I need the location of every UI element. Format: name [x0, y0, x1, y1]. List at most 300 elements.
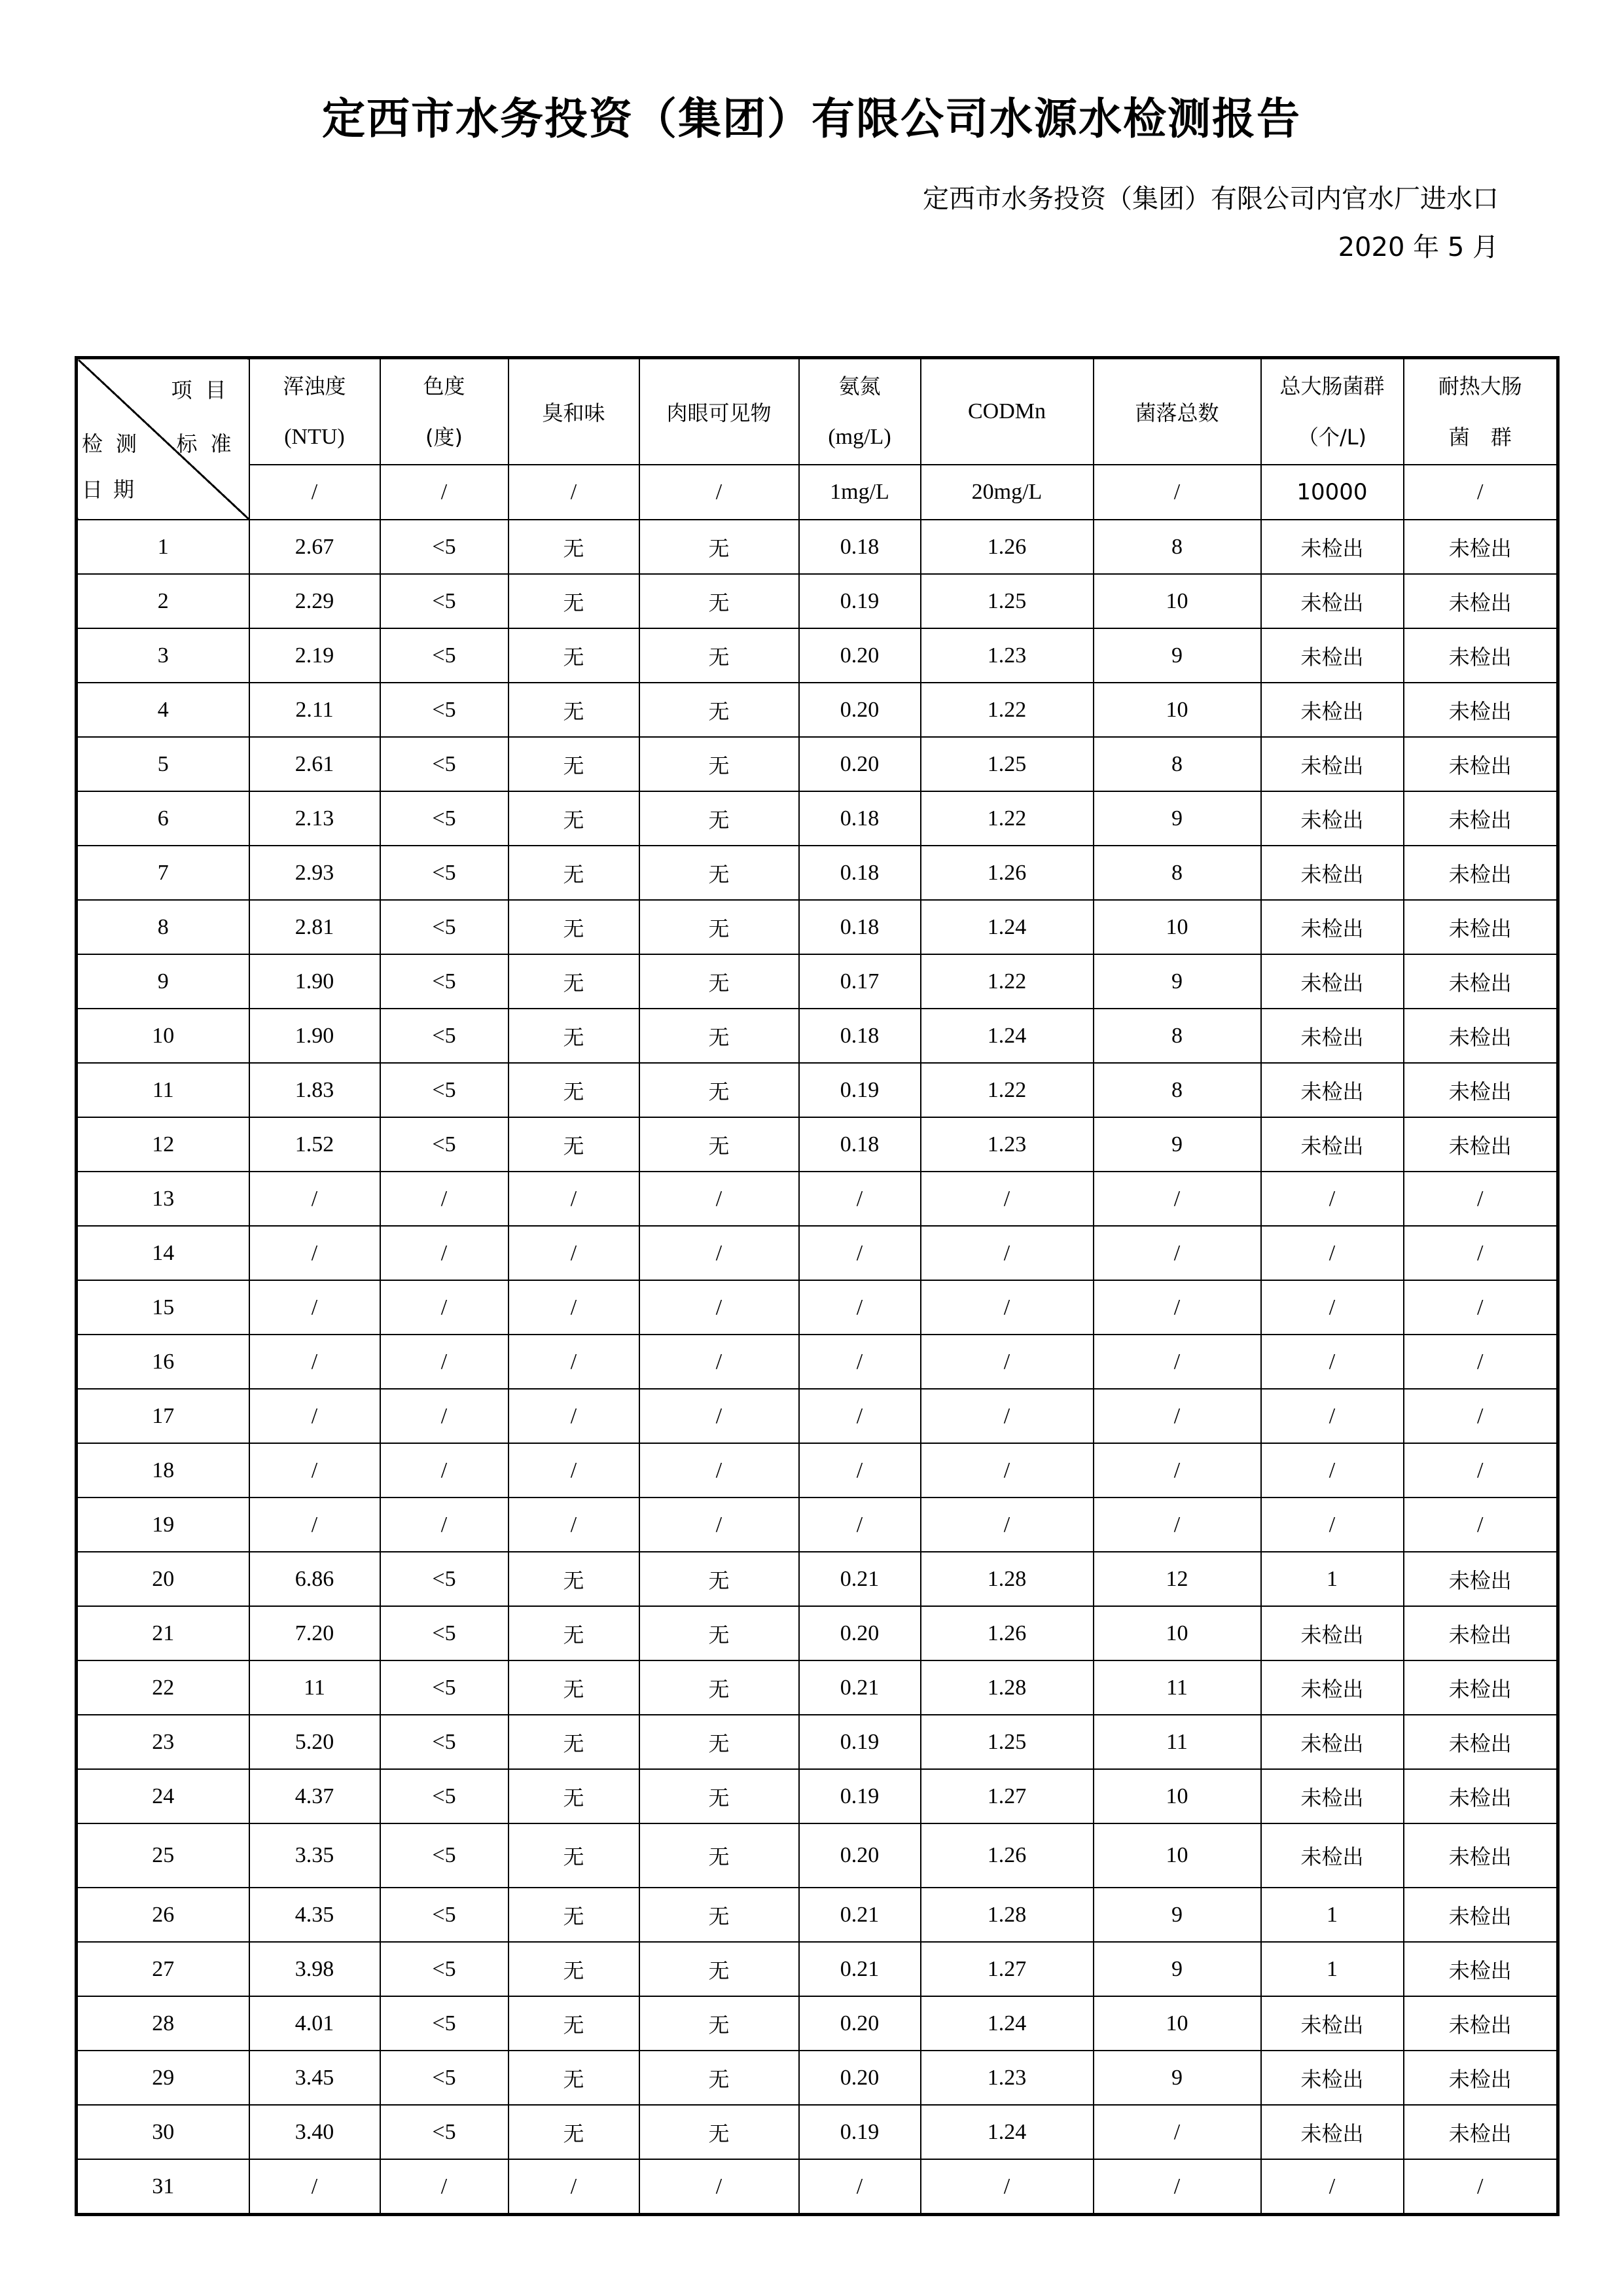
table-row [77, 791, 1558, 846]
value-cell: 7.20 [249, 1606, 380, 1660]
standard-cell: / [639, 465, 799, 520]
value-cell: 10 [1094, 1769, 1261, 1823]
value-cell: / [508, 1498, 639, 1552]
date-cell: 7 [77, 846, 249, 900]
value-cell: / [1404, 1172, 1558, 1226]
value-cell: / [1261, 1226, 1404, 1280]
value-cell: 8 [1094, 737, 1261, 791]
diag-standard-left: 检测 [82, 431, 151, 456]
value-cell: 9 [1094, 791, 1261, 846]
value-cell: / [1261, 1389, 1404, 1443]
value-cell: 无 [508, 1063, 639, 1117]
value-cell: 4.37 [249, 1769, 380, 1823]
date-cell: 12 [77, 1117, 249, 1172]
value-cell: 无 [508, 683, 639, 737]
value-cell: / [1261, 1280, 1404, 1335]
value-cell: 11 [1094, 1660, 1261, 1715]
value-cell: 0.19 [799, 574, 921, 628]
value-cell: 1.23 [921, 2051, 1094, 2105]
col-thermo-name-1: 耐热大肠 [1438, 374, 1522, 399]
value-cell: 未检出 [1404, 900, 1558, 954]
value-cell: 未检出 [1261, 520, 1404, 574]
value-cell: 1.23 [921, 1117, 1094, 1172]
value-cell: 1.23 [921, 628, 1094, 683]
value-cell: 0.19 [799, 1769, 921, 1823]
value-cell: 0.18 [799, 900, 921, 954]
date-cell: 21 [77, 1606, 249, 1660]
value-cell: 0.18 [799, 1117, 921, 1172]
value-cell: / [1404, 1335, 1558, 1389]
col-color [380, 358, 508, 465]
diag-item-label: 项目 [171, 378, 240, 403]
value-cell: <5 [380, 1715, 508, 1769]
diagonal-header-cell [77, 358, 249, 520]
value-cell: 无 [639, 2105, 799, 2159]
value-cell: 未检出 [1261, 1606, 1404, 1660]
standard-cell: / [1094, 465, 1261, 520]
value-cell: / [921, 1498, 1094, 1552]
value-cell: <5 [380, 574, 508, 628]
value-cell: 1.24 [921, 1009, 1094, 1063]
value-cell: <5 [380, 1660, 508, 1715]
value-cell: 未检出 [1404, 2105, 1558, 2159]
value-cell: <5 [380, 683, 508, 737]
value-cell: / [380, 1226, 508, 1280]
value-cell: / [921, 1280, 1094, 1335]
value-cell: 未检出 [1261, 737, 1404, 791]
value-cell: / [249, 1172, 380, 1226]
date-cell: 29 [77, 2051, 249, 2105]
date-cell: 11 [77, 1063, 249, 1117]
value-cell: <5 [380, 520, 508, 574]
value-cell: 无 [639, 1063, 799, 1117]
value-cell: 11 [1094, 1715, 1261, 1769]
value-cell: 未检出 [1404, 846, 1558, 900]
col-thermo-name-2: 菌 群 [1448, 425, 1512, 450]
value-cell: 无 [508, 954, 639, 1009]
value-cell: 0.18 [799, 846, 921, 900]
value-cell: 无 [508, 791, 639, 846]
value-cell: 未检出 [1404, 1888, 1558, 1942]
value-cell: / [380, 1498, 508, 1552]
value-cell: 1.27 [921, 1942, 1094, 1996]
value-cell: 0.20 [799, 1823, 921, 1888]
value-cell: 无 [508, 1117, 639, 1172]
col-color-unit: (度) [425, 425, 463, 450]
date-cell: 14 [77, 1226, 249, 1280]
date-cell: 15 [77, 1280, 249, 1335]
value-cell: / [639, 1172, 799, 1226]
value-cell: 0.20 [799, 628, 921, 683]
value-cell: 0.18 [799, 1009, 921, 1063]
value-cell: / [380, 1443, 508, 1498]
value-cell: / [1094, 2159, 1261, 2215]
value-cell: / [799, 1335, 921, 1389]
value-cell: 10 [1094, 900, 1261, 954]
value-cell: / [1261, 1335, 1404, 1389]
value-cell: <5 [380, 2051, 508, 2105]
value-cell: 1.24 [921, 1996, 1094, 2051]
value-cell: 1.22 [921, 1063, 1094, 1117]
value-cell: / [639, 1226, 799, 1280]
value-cell: / [380, 1280, 508, 1335]
value-cell: / [1404, 1389, 1558, 1443]
table-row [77, 1335, 1558, 1389]
value-cell: 无 [508, 1660, 639, 1715]
value-cell: 未检出 [1261, 1660, 1404, 1715]
table-row [77, 846, 1558, 900]
report-date: 2020 年 5 月 [1338, 232, 1499, 262]
table-row [77, 900, 1558, 954]
value-cell: 未检出 [1261, 2105, 1404, 2159]
date-cell: 24 [77, 1769, 249, 1823]
table-row [77, 1226, 1558, 1280]
standard-cell: / [1404, 465, 1558, 520]
value-cell: 1.83 [249, 1063, 380, 1117]
value-cell: 8 [1094, 520, 1261, 574]
value-cell: 未检出 [1404, 1942, 1558, 1996]
value-cell: 无 [508, 628, 639, 683]
value-cell: 2.11 [249, 683, 380, 737]
value-cell: 无 [639, 628, 799, 683]
diag-standard-right: 标准 [176, 431, 245, 456]
value-cell: / [1404, 1443, 1558, 1498]
value-cell: / [249, 1335, 380, 1389]
standard-cell: 20mg/L [921, 465, 1094, 520]
value-cell: / [380, 2159, 508, 2215]
value-cell: 未检出 [1261, 574, 1404, 628]
value-cell: 1.22 [921, 683, 1094, 737]
value-cell: 1.28 [921, 1552, 1094, 1606]
standards-row [77, 465, 1558, 520]
date-cell: 20 [77, 1552, 249, 1606]
value-cell: 未检出 [1404, 1552, 1558, 1606]
value-cell: 2.67 [249, 520, 380, 574]
date-cell: 1 [77, 520, 249, 574]
standard-cell: / [380, 465, 508, 520]
value-cell: 未检出 [1404, 2051, 1558, 2105]
col-turbidity [249, 358, 380, 465]
value-cell: 1.25 [921, 1715, 1094, 1769]
value-cell: 12 [1094, 1552, 1261, 1606]
value-cell: 6.86 [249, 1552, 380, 1606]
value-cell: 9 [1094, 954, 1261, 1009]
col-ammonia-unit: (mg/L) [828, 425, 891, 449]
value-cell: / [639, 1498, 799, 1552]
value-cell: / [1094, 1226, 1261, 1280]
value-cell: 2.13 [249, 791, 380, 846]
value-cell: / [921, 1389, 1094, 1443]
value-cell: 无 [639, 791, 799, 846]
value-cell: / [799, 1389, 921, 1443]
value-cell: / [639, 1335, 799, 1389]
value-cell: <5 [380, 1063, 508, 1117]
value-cell: 3.35 [249, 1823, 380, 1888]
value-cell: 无 [639, 1996, 799, 2051]
value-cell: 0.21 [799, 1942, 921, 1996]
value-cell: <5 [380, 1769, 508, 1823]
value-cell: 1.22 [921, 791, 1094, 846]
value-cell: 0.20 [799, 683, 921, 737]
value-cell: 4.35 [249, 1888, 380, 1942]
date-cell: 31 [77, 2159, 249, 2215]
standard-cell: / [508, 465, 639, 520]
value-cell: 未检出 [1261, 683, 1404, 737]
value-cell: 9 [1094, 2051, 1261, 2105]
value-cell: / [1404, 1280, 1558, 1335]
value-cell: 未检出 [1261, 1823, 1404, 1888]
value-cell: 10 [1094, 1996, 1261, 2051]
date-cell: 13 [77, 1172, 249, 1226]
col-color-name: 色度 [423, 374, 465, 399]
table-row [77, 1660, 1558, 1715]
value-cell: <5 [380, 1823, 508, 1888]
value-cell: 0.17 [799, 954, 921, 1009]
value-cell: 未检出 [1404, 737, 1558, 791]
value-cell: / [1094, 1172, 1261, 1226]
col-odor: 臭和味 [508, 358, 639, 465]
value-cell: 无 [639, 900, 799, 954]
header-row [77, 358, 1558, 465]
value-cell: / [249, 1498, 380, 1552]
value-cell: 8 [1094, 1009, 1261, 1063]
value-cell: <5 [380, 1888, 508, 1942]
value-cell: / [639, 2159, 799, 2215]
table-row [77, 574, 1558, 628]
value-cell: 0.20 [799, 1606, 921, 1660]
value-cell: / [1094, 1389, 1261, 1443]
value-cell: 未检出 [1404, 954, 1558, 1009]
value-cell: 1.25 [921, 737, 1094, 791]
value-cell: 4.01 [249, 1996, 380, 2051]
date-cell: 3 [77, 628, 249, 683]
date-cell: 22 [77, 1660, 249, 1715]
value-cell: 未检出 [1404, 628, 1558, 683]
value-cell: 5.20 [249, 1715, 380, 1769]
value-cell: / [1261, 1172, 1404, 1226]
value-cell: 未检出 [1404, 1715, 1558, 1769]
value-cell: 1.90 [249, 954, 380, 1009]
report-title: 定西市水务投资（集团）有限公司水源水检测报告 [322, 94, 1301, 144]
value-cell: 无 [639, 574, 799, 628]
value-cell: 0.20 [799, 737, 921, 791]
value-cell: 无 [508, 2051, 639, 2105]
date-cell: 19 [77, 1498, 249, 1552]
value-cell: 未检出 [1404, 1996, 1558, 2051]
value-cell: 未检出 [1404, 1063, 1558, 1117]
value-cell: 未检出 [1261, 1117, 1404, 1172]
value-cell: 10 [1094, 1606, 1261, 1660]
value-cell: 10 [1094, 574, 1261, 628]
value-cell: / [508, 1172, 639, 1226]
value-cell: 无 [508, 1823, 639, 1888]
value-cell: / [249, 1443, 380, 1498]
value-cell: / [1094, 1335, 1261, 1389]
value-cell: 2.19 [249, 628, 380, 683]
value-cell: / [508, 1335, 639, 1389]
value-cell: <5 [380, 846, 508, 900]
value-cell: / [249, 2159, 380, 2215]
value-cell: 未检出 [1404, 1606, 1558, 1660]
date-cell: 16 [77, 1335, 249, 1389]
date-cell: 10 [77, 1009, 249, 1063]
value-cell: 无 [508, 846, 639, 900]
value-cell: 0.19 [799, 1063, 921, 1117]
value-cell: / [921, 2159, 1094, 2215]
value-cell: 11 [249, 1660, 380, 1715]
table-row [77, 2159, 1558, 2215]
date-cell: 23 [77, 1715, 249, 1769]
value-cell: 0.21 [799, 1888, 921, 1942]
table-row [77, 520, 1558, 574]
value-cell: 无 [639, 1552, 799, 1606]
value-cell: 1 [1261, 1942, 1404, 1996]
value-cell: 9 [1094, 628, 1261, 683]
value-cell: 未检出 [1261, 1009, 1404, 1063]
table-row [77, 737, 1558, 791]
value-cell: 未检出 [1404, 1769, 1558, 1823]
value-cell: 1.24 [921, 900, 1094, 954]
value-cell: 1.24 [921, 2105, 1094, 2159]
value-cell: 0.18 [799, 520, 921, 574]
value-cell: 10 [1094, 1823, 1261, 1888]
value-cell: 2.81 [249, 900, 380, 954]
value-cell: 未检出 [1404, 1660, 1558, 1715]
value-cell: / [1094, 1280, 1261, 1335]
value-cell: 无 [508, 1769, 639, 1823]
value-cell: 无 [639, 1660, 799, 1715]
value-cell: 9 [1094, 1888, 1261, 1942]
value-cell: 1.27 [921, 1769, 1094, 1823]
value-cell: 无 [508, 1715, 639, 1769]
value-cell: 未检出 [1261, 1996, 1404, 2051]
value-cell: 未检出 [1404, 520, 1558, 574]
value-cell: / [1094, 1498, 1261, 1552]
value-cell: / [508, 2159, 639, 2215]
col-colony: 菌落总数 [1094, 358, 1261, 465]
standard-cell: / [249, 465, 380, 520]
col-turbidity-name: 浑浊度 [283, 374, 346, 399]
value-cell: 未检出 [1404, 1009, 1558, 1063]
date-cell: 25 [77, 1823, 249, 1888]
value-cell: <5 [380, 791, 508, 846]
table-row [77, 1552, 1558, 1606]
value-cell: 10 [1094, 683, 1261, 737]
value-cell: <5 [380, 628, 508, 683]
value-cell: 未检出 [1404, 1823, 1558, 1888]
value-cell: / [508, 1280, 639, 1335]
value-cell: 无 [639, 1769, 799, 1823]
table-row [77, 628, 1558, 683]
value-cell: / [799, 1498, 921, 1552]
value-cell: 1.26 [921, 1823, 1094, 1888]
value-cell: 未检出 [1404, 1117, 1558, 1172]
table-row [77, 1888, 1558, 1942]
value-cell: / [921, 1443, 1094, 1498]
value-cell: 未检出 [1261, 791, 1404, 846]
value-cell: / [1261, 1498, 1404, 1552]
date-cell: 4 [77, 683, 249, 737]
value-cell: 无 [639, 1009, 799, 1063]
value-cell: / [921, 1172, 1094, 1226]
value-cell: 无 [508, 1606, 639, 1660]
standard-cell: 10000 [1261, 465, 1404, 520]
value-cell: 未检出 [1261, 628, 1404, 683]
date-cell: 8 [77, 900, 249, 954]
table-row [77, 1769, 1558, 1823]
value-cell: 无 [639, 683, 799, 737]
value-cell: / [1094, 2105, 1261, 2159]
value-cell: 2.29 [249, 574, 380, 628]
value-cell: 无 [639, 2051, 799, 2105]
date-cell: 9 [77, 954, 249, 1009]
value-cell: 1 [1261, 1552, 1404, 1606]
value-cell: <5 [380, 1009, 508, 1063]
value-cell: 未检出 [1261, 954, 1404, 1009]
date-cell: 17 [77, 1389, 249, 1443]
value-cell: 1.28 [921, 1888, 1094, 1942]
value-cell: 无 [639, 954, 799, 1009]
table-row [77, 1823, 1558, 1888]
value-cell: 未检出 [1404, 791, 1558, 846]
value-cell: / [1404, 1498, 1558, 1552]
table-row [77, 1996, 1558, 2051]
value-cell: 无 [508, 520, 639, 574]
value-cell: / [1404, 2159, 1558, 2215]
value-cell: 1.52 [249, 1117, 380, 1172]
table-row [77, 1009, 1558, 1063]
water-quality-table [75, 356, 1560, 2216]
value-cell: / [1404, 1226, 1558, 1280]
col-coliform [1261, 358, 1404, 465]
value-cell: <5 [380, 1996, 508, 2051]
value-cell: / [639, 1389, 799, 1443]
table-row [77, 683, 1558, 737]
value-cell: 0.19 [799, 1715, 921, 1769]
date-cell: 2 [77, 574, 249, 628]
value-cell: / [799, 1280, 921, 1335]
value-cell: <5 [380, 737, 508, 791]
col-ammonia [799, 358, 921, 465]
value-cell: / [1094, 1443, 1261, 1498]
value-cell: 8 [1094, 846, 1261, 900]
value-cell: 未检出 [1404, 574, 1558, 628]
value-cell: 0.20 [799, 1996, 921, 2051]
table-row [77, 1942, 1558, 1996]
value-cell: 1.28 [921, 1660, 1094, 1715]
date-cell: 28 [77, 1996, 249, 2051]
date-cell: 30 [77, 2105, 249, 2159]
value-cell: / [508, 1226, 639, 1280]
report-location: 定西市水务投资（集团）有限公司内官水厂进水口 [923, 184, 1499, 214]
diag-standard-label [82, 427, 245, 457]
value-cell: 8 [1094, 1063, 1261, 1117]
value-cell: / [249, 1280, 380, 1335]
col-turbidity-unit: (NTU) [284, 425, 345, 449]
table-row [77, 2105, 1558, 2159]
value-cell: 未检出 [1261, 846, 1404, 900]
value-cell: 未检出 [1261, 2051, 1404, 2105]
value-cell: / [799, 2159, 921, 2215]
col-codmn: CODMn [921, 358, 1094, 465]
value-cell: 0.20 [799, 2051, 921, 2105]
value-cell: 1.25 [921, 574, 1094, 628]
value-cell: / [1261, 2159, 1404, 2215]
diag-date-label: 日期 [82, 477, 145, 502]
table-row [77, 1172, 1558, 1226]
value-cell: 0.19 [799, 2105, 921, 2159]
col-coliform-unit: （个/L) [1297, 425, 1367, 450]
